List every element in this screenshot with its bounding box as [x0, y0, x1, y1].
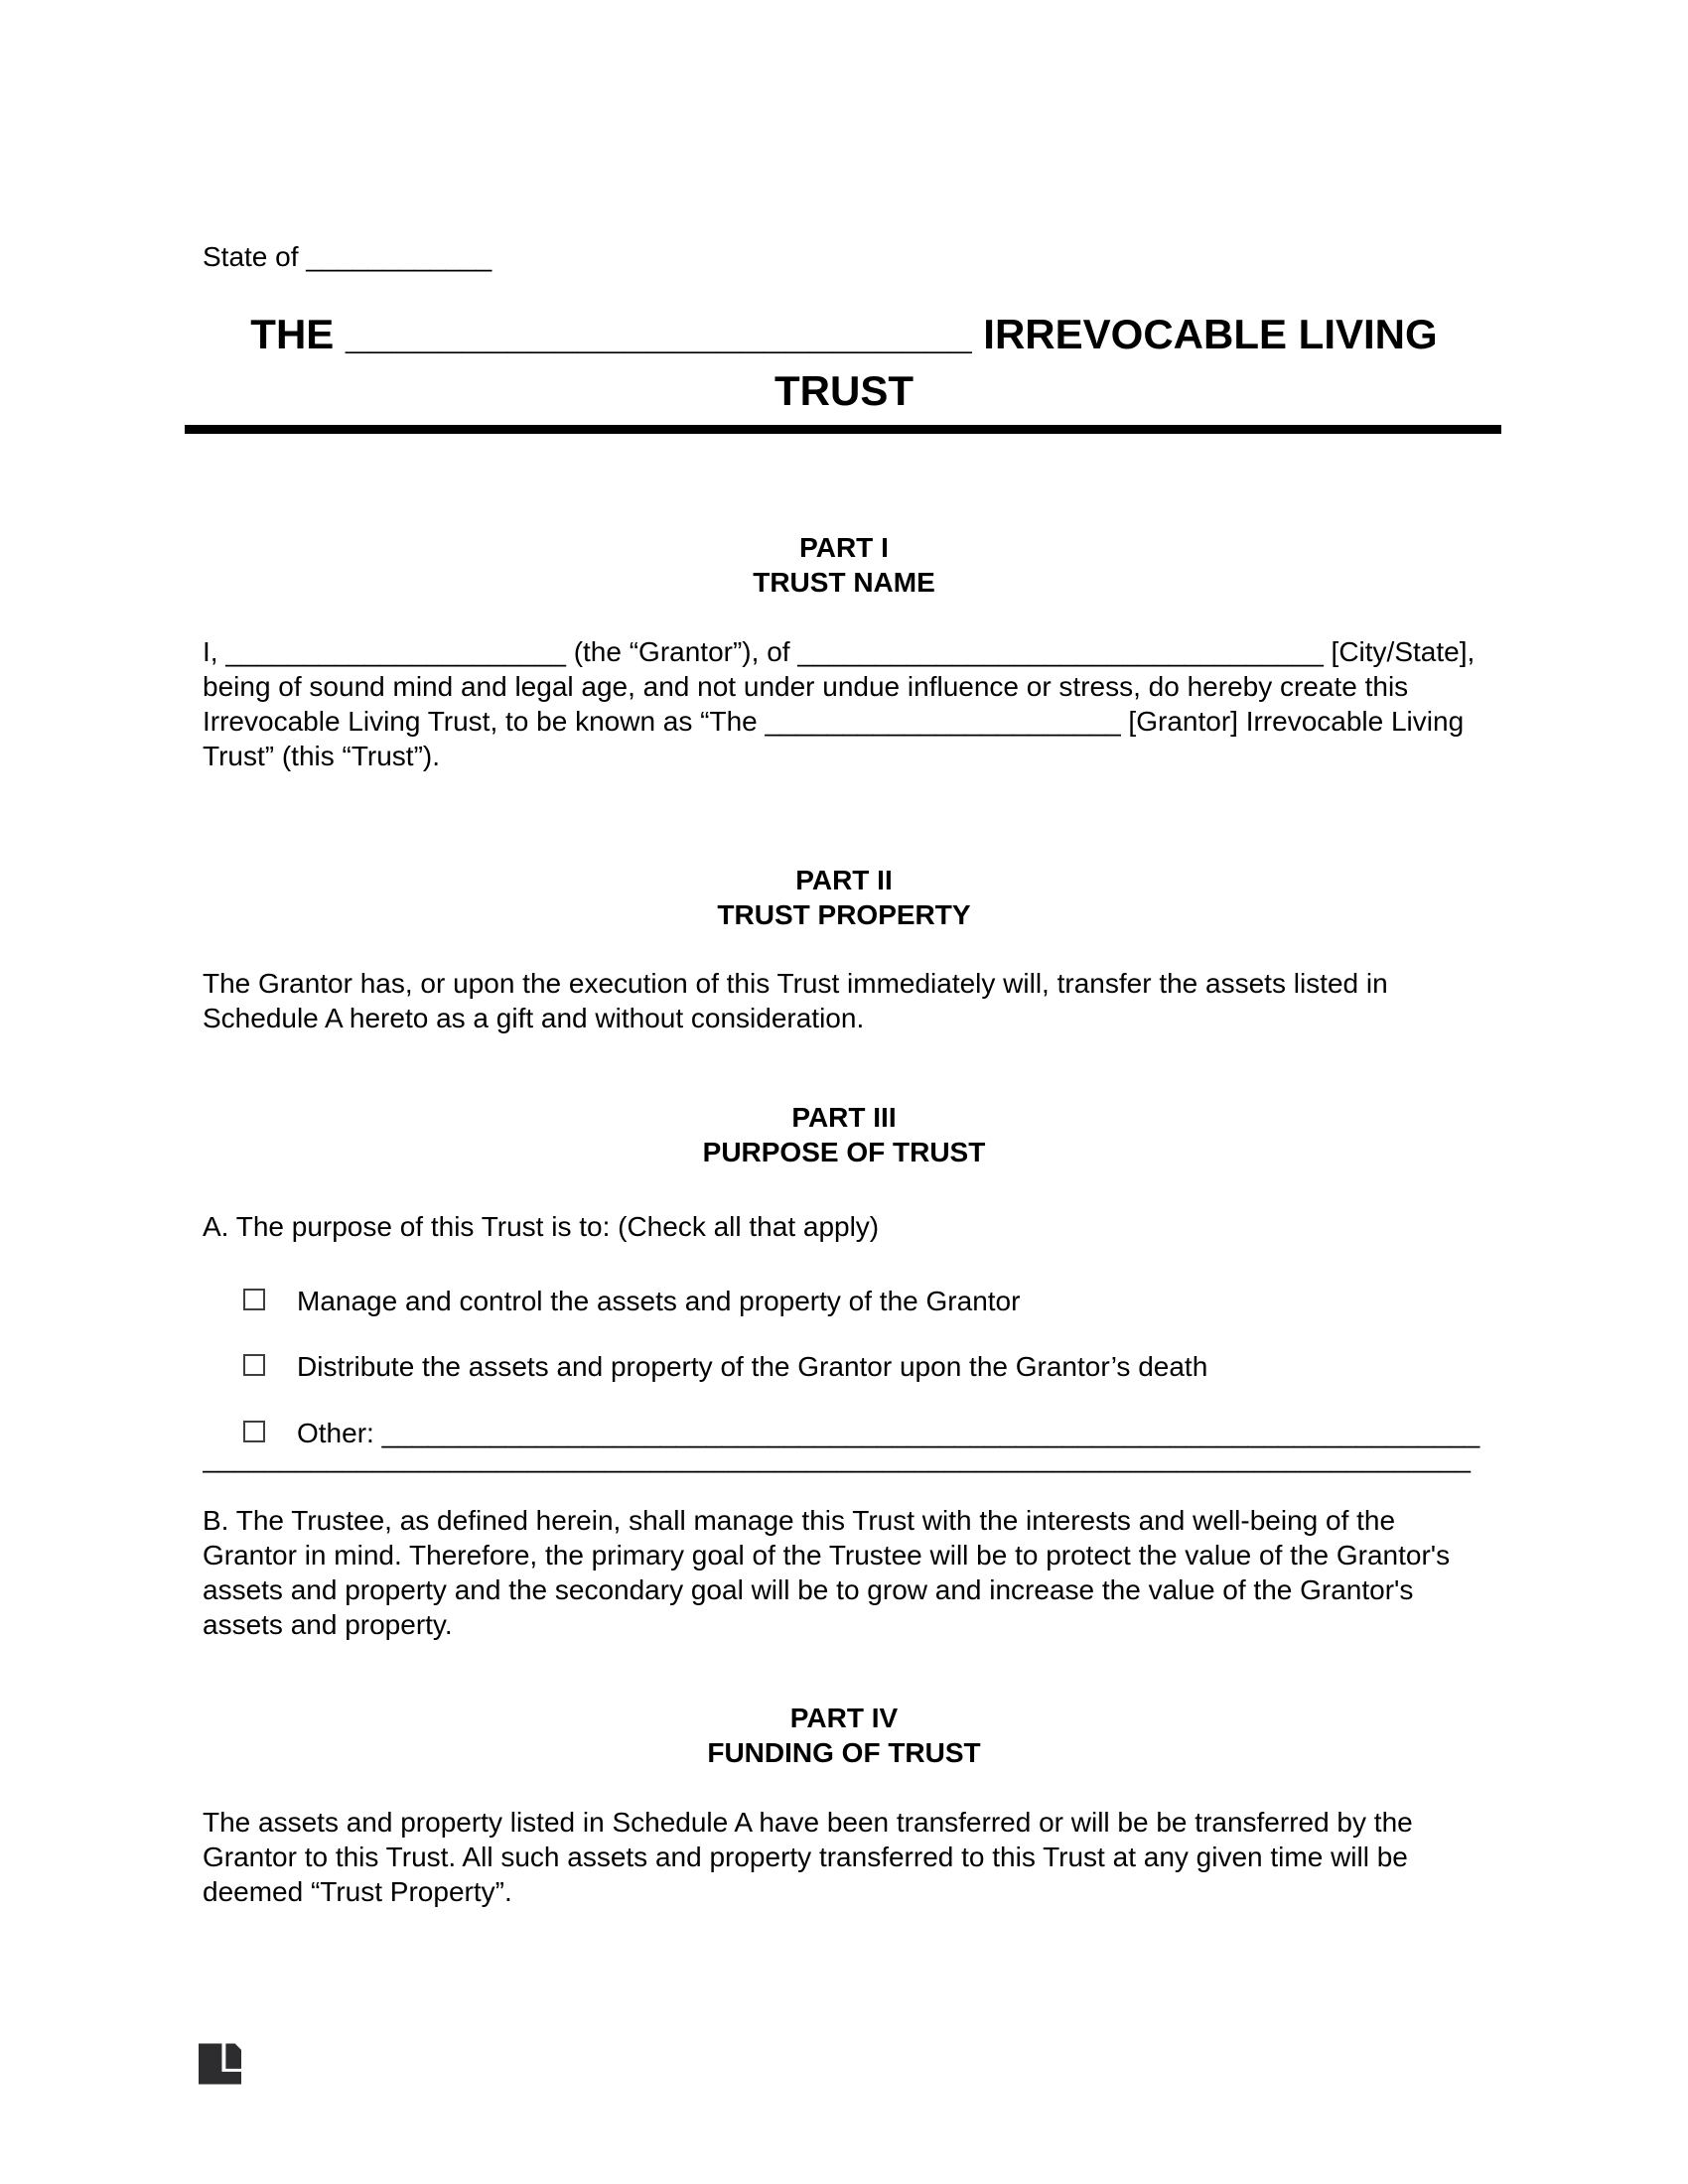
part-i-body: I, ______________________ (the “Grantor”), of __________________________________ [City/State], being of sound mind and legal age, and not under undue influence or stress, do hereby create this Irrevocable Living Trust, to be known as “The _______________________ [Grantor] Irrevocable Living Trust” (this “Trust”). [203, 636, 1476, 771]
part-iv-label: PART IV [789, 1703, 899, 1733]
checkbox-manage-label: Manage and control the assets and property of the Grantor [297, 1286, 1021, 1316]
part-ii-heading [203, 863, 1485, 932]
part-iv-heading [203, 1701, 1485, 1770]
checkbox-manage[interactable] [243, 1289, 265, 1310]
other-blank-field[interactable]: _______________________________________________________________________ [381, 1418, 1480, 1448]
checkbox-other-label: Other: _______________________________________________________________________ [297, 1418, 1480, 1448]
part-ii-title: TRUST PROPERTY [717, 899, 971, 930]
checkbox-distribute[interactable] [243, 1354, 265, 1376]
part-i-heading [203, 530, 1485, 600]
part-iv-body: The assets and property listed in Schedule A have been transferred or will be be transferred by the Grantor to this Trust. All such assets and property transferred to this Trust at any given time will be deemed “Trust Property”. [203, 1807, 1413, 1907]
part-iv-title: FUNDING OF TRUST [707, 1737, 981, 1768]
checkbox-other[interactable] [243, 1421, 265, 1442]
purpose-instruction: A. The purpose of this Trust is to: (Check all that apply) [203, 1211, 880, 1242]
state-blank-field[interactable]: ____________ [306, 241, 492, 272]
purpose-option-distribute [203, 1349, 1485, 1384]
part-i-title: TRUST NAME [753, 567, 935, 598]
document-title: THE ___________________________ IRREVOCABLE LIVING TRUST [250, 311, 1438, 414]
part-iii-title: PURPOSE OF TRUST [702, 1137, 986, 1167]
state-of-label: State of [203, 241, 299, 272]
part-iii-trustee-clause: B. The Trustee, as defined herein, shall manage this Trust with the interests and well-being of the Grantor in mind. Therefore, the primary goal of the Trustee will be to protect the value of the Grantor's assets and property and the secondary goal will be to grow and increase the value of the Grantor's assets and property. [203, 1505, 1451, 1640]
part-ii-body: The Grantor has, or upon the execution of this Trust immediately will, transfer the assets listed in Schedule A hereto as a gift and without consideration. [203, 968, 1388, 1033]
checkbox-distribute-label: Distribute the assets and property of the Grantor upon the Grantor’s death [297, 1351, 1208, 1382]
purpose-option-manage [203, 1284, 1485, 1318]
title-divider-rule [185, 425, 1501, 434]
part-i-label: PART I [799, 532, 889, 563]
legal-templates-logo-icon [199, 2043, 241, 2085]
state-of-line [203, 239, 1485, 274]
part-iii-heading [203, 1100, 1485, 1169]
part-iii-label: PART III [791, 1102, 897, 1133]
part-ii-label: PART II [795, 865, 893, 895]
other-continuation-blank-field[interactable]: __________________________________________________________________________________ [203, 1442, 1471, 1473]
